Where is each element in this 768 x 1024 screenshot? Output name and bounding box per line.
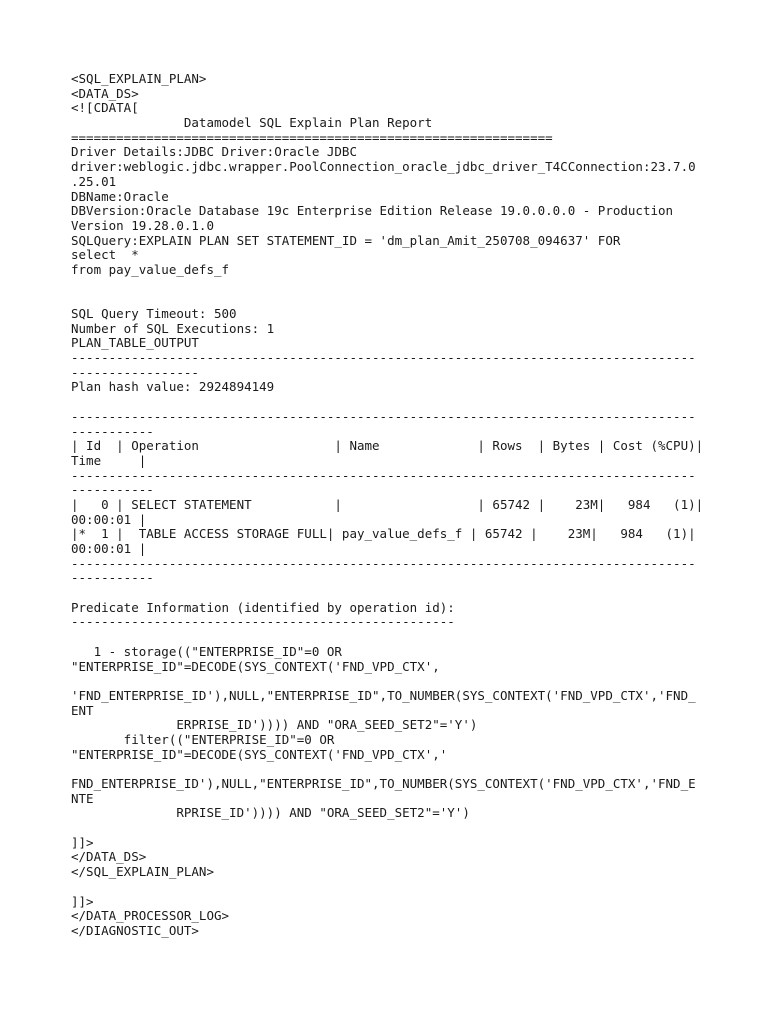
cdata-close: ]]> xyxy=(71,834,94,850)
explain-plan-document xyxy=(71,72,711,939)
plan-table-row: | 0 | SELECT STATEMENT | | 65742 | 23M| 984 (1)| xyxy=(71,496,704,512)
plan-table-header-row-wrap: Time | xyxy=(71,452,147,468)
table-bottom-border: ----------------------------------------------------------------------------------- xyxy=(71,555,696,571)
predicate-info-heading: Predicate Information (identified by operation id): xyxy=(71,599,455,615)
blank-line xyxy=(71,395,711,410)
cdata-close: ]]> xyxy=(71,893,94,909)
blank-line xyxy=(71,821,711,836)
blank-line xyxy=(71,278,711,293)
predicate-info-underline: --------------------------------------------------- xyxy=(71,614,455,630)
table-top-border: ----------------------------------------------------------------------------------- xyxy=(71,408,696,424)
plan-table-row-wrap: 00:00:01 | xyxy=(71,541,147,556)
blank-line xyxy=(71,674,711,689)
predicate-line: 1 - storage(("ENTERPRISE_ID"=0 OR xyxy=(71,643,342,659)
predicate-line: filter(("ENTERPRISE_ID"=0 OR xyxy=(71,731,335,747)
predicate-line: "ENTERPRISE_ID"=DECODE(SYS_CONTEXT('FND_VPD_CTX',' xyxy=(71,746,448,762)
driver-version-line: .25.01 xyxy=(71,173,117,189)
sql-executions-line: Number of SQL Executions: 1 xyxy=(71,320,275,336)
driver-details-line: Driver Details:JDBC Driver:Oracle JDBC xyxy=(71,144,357,160)
title-underline: ================================================================ xyxy=(71,129,553,145)
dbversion-line: DBVersion:Oracle Database 19c Enterprise Edition Release 19.0.0.0.0 - Production xyxy=(71,203,674,219)
xml-tag-sql-explain-plan-close: </SQL_EXPLAIN_PLAN> xyxy=(71,864,214,880)
table-header-border-wrap: ----------- xyxy=(71,482,154,498)
plan-hash-value-line: Plan hash value: 2924894149 xyxy=(71,379,275,395)
driver-connection-line: driver:weblogic.jdbc.wrapper.PoolConnection_oracle_jdbc_driver_T4CConnection:23.7.0 xyxy=(71,159,696,175)
blank-line xyxy=(71,586,711,601)
dbname-line: DBName:Oracle xyxy=(71,188,169,204)
plan-table-output-heading: PLAN_TABLE_OUTPUT xyxy=(71,335,199,351)
predicate-line: NTE xyxy=(71,790,94,806)
xml-tag-data-processor-log-close: </DATA_PROCESSOR_LOG> xyxy=(71,908,230,924)
query-timeout-line: SQL Query Timeout: 500 xyxy=(71,306,237,321)
predicate-line: ENT xyxy=(71,702,94,718)
xml-tag-diagnostic-out-close: </DIAGNOSTIC_OUT> xyxy=(71,922,199,938)
blank-line xyxy=(71,630,711,645)
blank-line xyxy=(71,880,711,895)
predicate-line: 'FND_ENTERPRISE_ID'),NULL,"ENTERPRISE_ID",TO_NUMBER(SYS_CONTEXT('FND_VPD_CTX','FND_ xyxy=(71,687,696,703)
xml-tag-data-ds-open: <DATA_DS> xyxy=(71,85,139,101)
predicate-line: ERPRISE_ID')))) AND "ORA_SEED_SET2"='Y') xyxy=(71,717,478,733)
plan-table-header-row: | Id | Operation | Name | Rows | Bytes | Cost (%CPU)| xyxy=(71,438,704,454)
xml-tag-sql-explain-plan-open: <SQL_EXPLAIN_PLAN> xyxy=(71,71,207,86)
predicate-line: "ENTERPRISE_ID"=DECODE(SYS_CONTEXT('FND_VPD_CTX', xyxy=(71,658,440,674)
sql-select-line: select * xyxy=(71,247,139,263)
dbversion-number-line: Version 19.28.0.1.0 xyxy=(71,217,214,233)
blank-line xyxy=(71,292,711,307)
table-header-border: ----------------------------------------------------------------------------------- xyxy=(71,467,696,483)
sql-query-line: SQLQuery:EXPLAIN PLAN SET STATEMENT_ID = 'dm_plan_Amit_250708_094637' FOR xyxy=(71,232,621,248)
predicate-line: FND_ENTERPRISE_ID'),NULL,"ENTERPRISE_ID",TO_NUMBER(SYS_CONTEXT('FND_VPD_CTX','FND_E xyxy=(71,776,696,791)
plan-table-row-wrap: 00:00:01 | xyxy=(71,511,147,527)
predicate-line: RPRISE_ID')))) AND "ORA_SEED_SET2"='Y') xyxy=(71,805,470,821)
sql-from-line: from pay_value_defs_f xyxy=(71,261,230,277)
plan-table-row: |* 1 | TABLE ACCESS STORAGE FULL| pay_value_defs_f | 65742 | 23M| 984 (1)| xyxy=(71,526,696,542)
xml-tag-data-ds-close: </DATA_DS> xyxy=(71,849,147,865)
table-bottom-border-wrap: ----------- xyxy=(71,570,154,586)
blank-line xyxy=(71,762,711,777)
report-title: Datamodel SQL Explain Plan Report xyxy=(71,115,433,131)
separator-line-wrap: ----------------- xyxy=(71,364,199,380)
cdata-open: <![CDATA[ xyxy=(71,100,139,116)
separator-line: ----------------------------------------------------------------------------------- xyxy=(71,350,696,366)
table-top-border-wrap: ----------- xyxy=(71,423,154,439)
